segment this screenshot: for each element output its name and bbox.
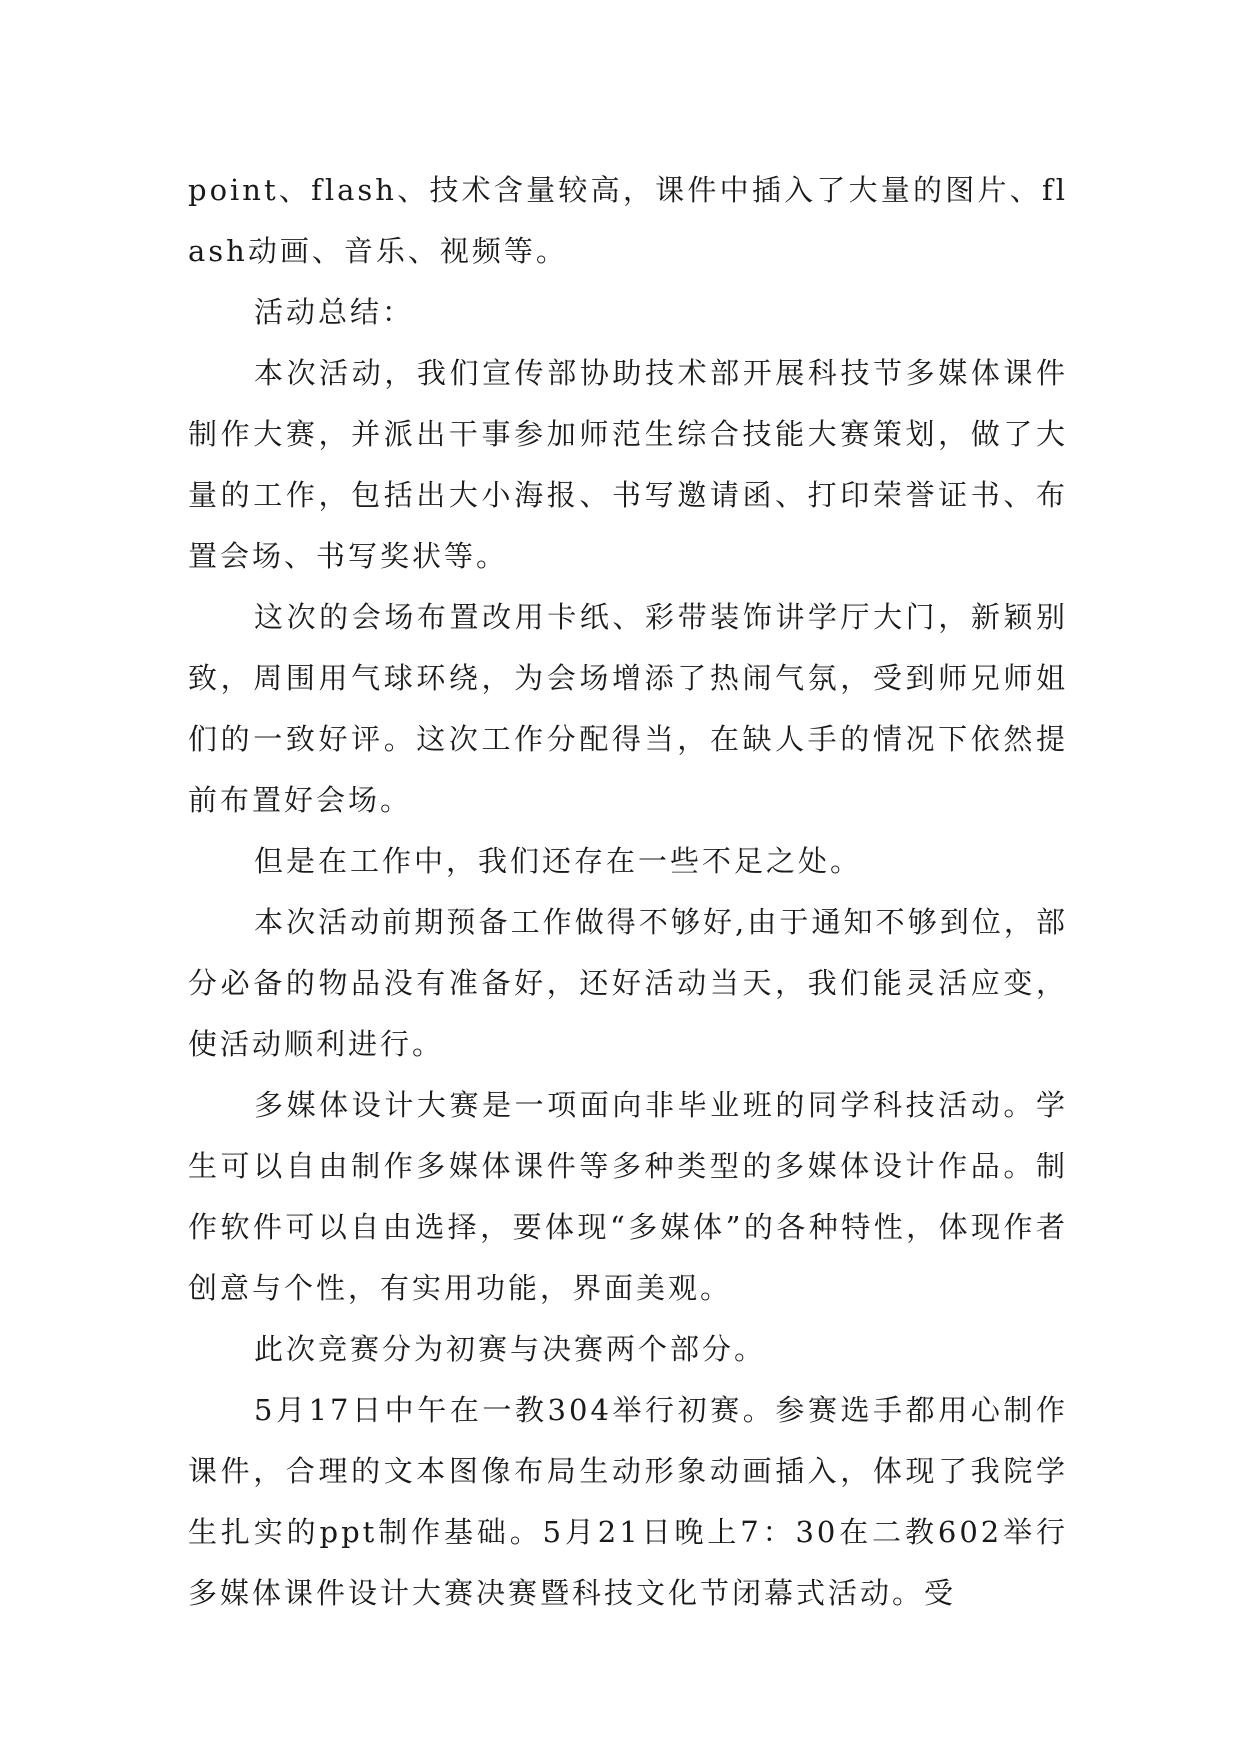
paragraph: 此次竞赛分为初赛与决赛两个部分。	[254, 1332, 767, 1366]
paragraph: 这次的会场布置改用卡纸、彩带装饰讲学厅大门，新颖别致，周围用气球环绕，为会场增添了热闹气氛，受到师兄师姐们的一致好评。这次工作分配得当，在缺人手的情况下依然提前布置好会场。	[188, 600, 1068, 817]
document-body	[188, 160, 1068, 1624]
paragraph: 5月17日中午在一教304举行初赛。参赛选手都用心制作课件，合理的文本图像布局生动形象动画插入，体现了我院学生扎实的ppt制作基础。5月21日晚上7：30在二教602举行多媒体课件设计大赛决赛暨科技文化节闭幕式活动。受	[188, 1393, 1068, 1610]
section-heading-activity-summary: 活动总结：	[254, 295, 415, 329]
paragraph: 本次活动前期预备工作做得不够好,由于通知不够到位，部分必备的物品没有准备好，还好活动当天，我们能灵活应变，使活动顺利进行。	[188, 905, 1068, 1061]
paragraph: 本次活动，我们宣传部协助技术部开展科技节多媒体课件制作大赛，并派出干事参加师范生综合技能大赛策划，做了大量的工作，包括出大小海报、书写邀请函、打印荣誉证书、布置会场、书写奖状等。	[188, 356, 1068, 573]
paragraph: 但是在工作中，我们还存在一些不足之处。	[254, 844, 863, 878]
paragraph: 多媒体设计大赛是一项面向非毕业班的同学科技活动。学生可以自由制作多媒体课件等多种类型的多媒体设计作品。制作软件可以自由选择，要体现“多媒体”的各种特性，体现作者创意与个性，有实用功能，界面美观。	[188, 1088, 1068, 1305]
paragraph-continuation: point、flash、技术含量较高，课件中插入了大量的图片、flash动画、音乐、视频等。	[188, 173, 1068, 268]
